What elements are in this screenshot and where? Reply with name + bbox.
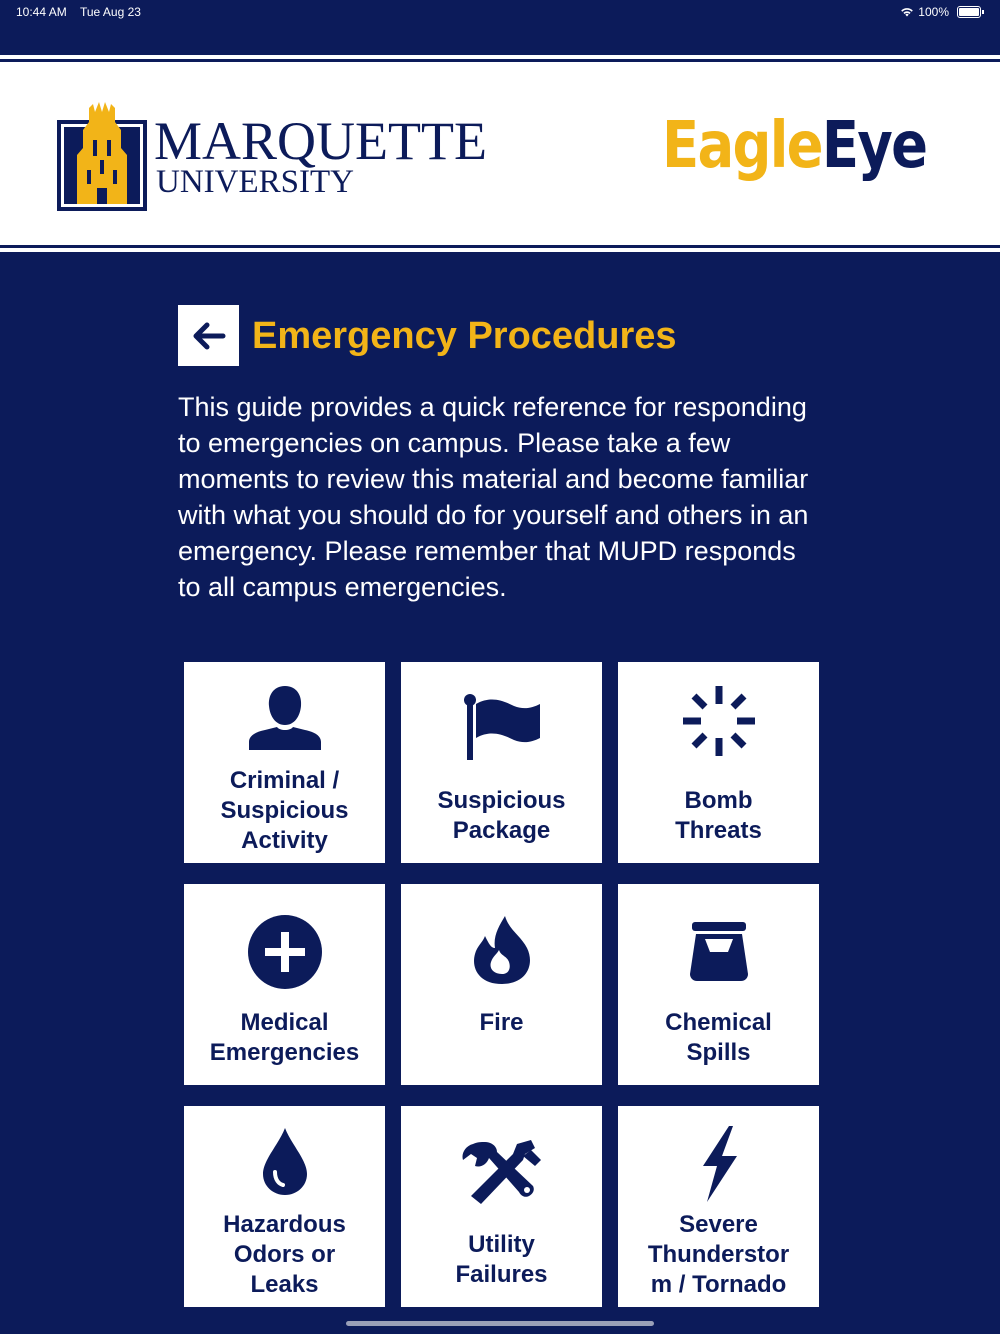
university-subtitle: UNIVERSITY bbox=[156, 164, 354, 200]
wifi-icon bbox=[900, 7, 914, 17]
header-divider-top bbox=[0, 55, 1000, 59]
droplet-icon bbox=[261, 1128, 309, 1196]
burst-icon bbox=[681, 684, 757, 758]
tile-label: Fire bbox=[479, 1009, 524, 1036]
flame-icon bbox=[471, 916, 533, 986]
tile-bomb-threats[interactable] bbox=[618, 662, 819, 863]
tile-fire[interactable] bbox=[401, 884, 602, 1085]
tower-seal-icon bbox=[57, 100, 147, 212]
status-bar bbox=[0, 0, 1000, 24]
intro-text: This guide provides a quick reference for responding to emergencies on campus. Please take a few moments to review this material and become familiar with what you should do for yourself and others in an emergency. Please remember that MUPD responds to all campus emergencies. bbox=[178, 392, 809, 602]
home-indicator[interactable] bbox=[346, 1321, 654, 1326]
university-name: MARQUETTE bbox=[154, 111, 487, 171]
tile-label: Chemical Spills bbox=[665, 1009, 772, 1066]
eagleeye-logo bbox=[662, 108, 926, 184]
eagleeye-logo-part1: Eagle bbox=[662, 109, 822, 183]
tile-hazardous-odors-leaks[interactable] bbox=[184, 1106, 385, 1307]
lightning-icon bbox=[699, 1126, 739, 1202]
tile-medical-emergencies[interactable] bbox=[184, 884, 385, 1085]
battery-icon bbox=[957, 6, 981, 18]
flag-icon bbox=[462, 692, 542, 762]
tile-chemical-spills[interactable] bbox=[618, 884, 819, 1085]
tile-label: Medical Emergencies bbox=[209, 1009, 360, 1066]
eagleeye-logo-part2: Eye bbox=[821, 109, 927, 183]
person-icon bbox=[247, 684, 323, 750]
tile-label: Severe Thunderstor m / Tornado bbox=[647, 1211, 790, 1298]
tools-icon bbox=[461, 1140, 543, 1206]
arrow-left-icon bbox=[192, 322, 226, 350]
header-divider-bottom bbox=[0, 248, 1000, 252]
plus-circle-icon bbox=[247, 914, 323, 990]
battery-percent: 100% bbox=[918, 5, 949, 19]
tile-utility-failures[interactable] bbox=[401, 1106, 602, 1307]
tile-suspicious-package[interactable] bbox=[401, 662, 602, 863]
status-indicators bbox=[900, 5, 984, 19]
back-button[interactable] bbox=[178, 305, 239, 366]
tile-label: Bomb Threats bbox=[675, 787, 762, 844]
page-title: Emergency Procedures bbox=[252, 315, 677, 357]
tile-label: Hazardous Odors or Leaks bbox=[223, 1211, 346, 1298]
tile-severe-thunderstorm-tornado[interactable] bbox=[618, 1106, 819, 1307]
tile-label: Criminal / Suspicious Activity bbox=[220, 767, 349, 854]
tile-label: Utility Failures bbox=[455, 1231, 548, 1288]
marquette-logo bbox=[57, 100, 497, 212]
tile-criminal-suspicious-activity[interactable] bbox=[184, 662, 385, 863]
status-date: Tue Aug 23 bbox=[80, 5, 141, 19]
beaker-icon bbox=[688, 922, 750, 982]
tile-label: Suspicious Package bbox=[437, 787, 566, 844]
status-time: 10:44 AM bbox=[16, 5, 67, 19]
